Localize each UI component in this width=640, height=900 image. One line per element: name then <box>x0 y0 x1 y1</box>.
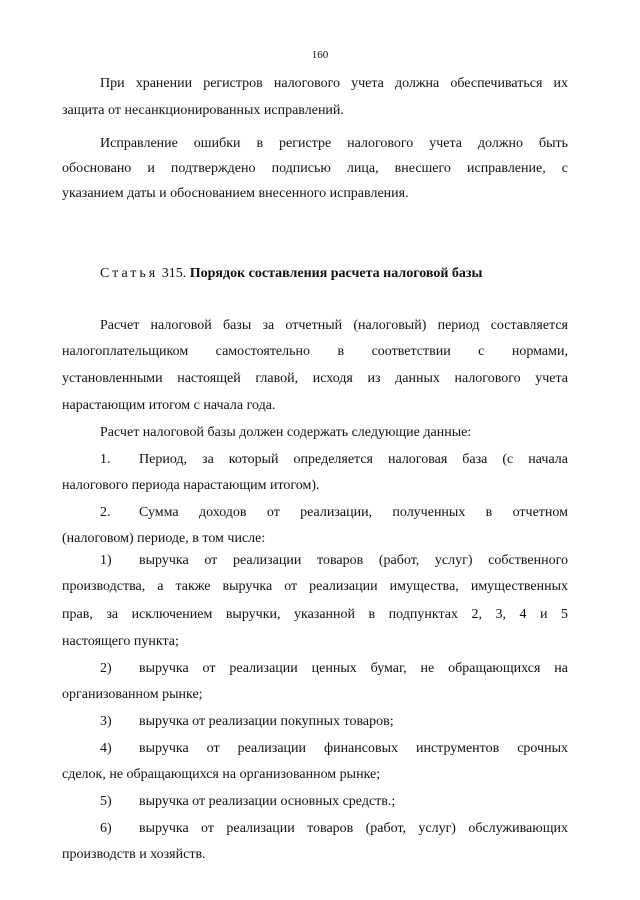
sub1-number: 1) <box>100 553 112 568</box>
item2-number: 2. <box>100 505 111 520</box>
item1-line2: налогового периода нарастающим итогом). <box>62 478 320 493</box>
para1-line1: При хранении регистров налогового учета должна обеспечиваться их <box>100 76 568 91</box>
para4-line1: Расчет налоговой базы должен содержать следующие данные: <box>100 425 472 440</box>
sub6-line2: производств и хозяйств. <box>62 847 206 862</box>
para2-line1: Исправление ошибки в регистре налогового учета должно быть <box>100 136 568 151</box>
sub3-number: 3) <box>100 714 112 729</box>
item1-line1: Период, за который определяется налоговая база (с начала <box>139 452 568 467</box>
sub1-line4: настоящего пункта; <box>62 634 179 649</box>
para3-line4: нарастающим итогом с начала года. <box>62 398 276 413</box>
para2-line2: обосновано и подтверждено подписью лица, внесшего исправление, с <box>62 161 568 176</box>
item2-line1: Сумма доходов от реализации, полученных в отчетном <box>139 505 568 520</box>
article-heading <box>100 265 482 283</box>
sub5-line1: выручка от реализации основных средств.; <box>139 794 396 809</box>
article-title: Порядок составления расчета налоговой базы <box>189 266 483 281</box>
item1-number: 1. <box>100 452 111 467</box>
para1-line2: защита от несанкционированных исправлений. <box>62 103 344 118</box>
page-number: 160 <box>311 49 329 61</box>
sub1-line1: выручка от реализации товаров (работ, услуг) собственного <box>139 553 568 568</box>
sub5-number: 5) <box>100 794 112 809</box>
sub1-line2: производства, а также выручка от реализации имущества, имущественных <box>62 579 568 594</box>
sub2-line1: выручка от реализации ценных бумаг, не обращающихся на <box>139 661 568 676</box>
sub3-line1: выручка от реализации покупных товаров; <box>139 714 394 729</box>
para3-line2: налогоплательщиком самостоятельно в соответствии с нормами, <box>62 344 568 359</box>
sub4-number: 4) <box>100 741 112 756</box>
sub6-line1: выручка от реализации товаров (работ, услуг) обслуживающих <box>139 821 568 836</box>
para2-line3: указанием даты и обоснованием внесенного исправления. <box>62 186 409 201</box>
article-word: Статья <box>100 266 159 281</box>
item2-line2: (налоговом) периоде, в том числе: <box>62 531 266 546</box>
sub4-line1: выручка от реализации финансовых инструментов срочных <box>139 741 568 756</box>
sub6-number: 6) <box>100 821 112 836</box>
para3-line3: установленными настоящей главой, исходя из данных налогового учета <box>62 371 568 386</box>
sub2-number: 2) <box>100 661 112 676</box>
sub1-line3: прав, за исключением выручки, указанной в подпунктах 2, 3, 4 и 5 <box>62 607 568 622</box>
para3-line1: Расчет налоговой базы за отчетный (налоговый) период составляется <box>100 318 568 333</box>
sub2-line2: организованном рынке; <box>62 687 203 702</box>
article-number: 315. <box>161 266 187 281</box>
sub4-line2: сделок, не обращающихся на организованном рынке; <box>62 767 381 782</box>
